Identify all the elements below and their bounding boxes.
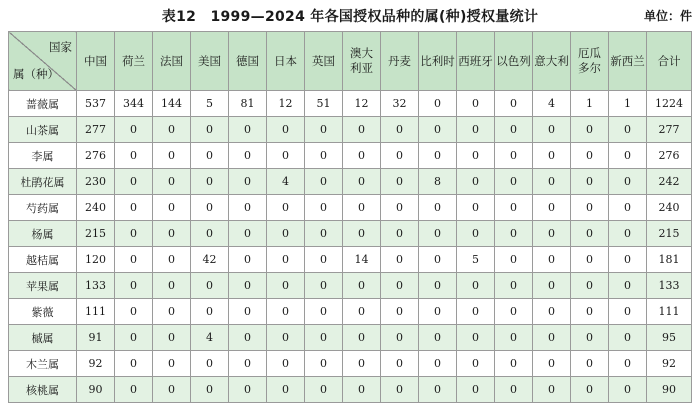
value-cell: 0: [495, 143, 533, 169]
value-cell: 0: [115, 377, 153, 403]
genus-cell: 木兰属: [9, 351, 77, 377]
value-cell: 240: [77, 195, 115, 221]
value-cell: 0: [495, 351, 533, 377]
value-cell: 0: [533, 117, 571, 143]
value-cell: 14: [343, 247, 381, 273]
total-cell: 277: [647, 117, 692, 143]
genus-cell: 山茶属: [9, 117, 77, 143]
value-cell: 0: [153, 377, 191, 403]
value-cell: 0: [267, 273, 305, 299]
value-cell: 276: [77, 143, 115, 169]
value-cell: 0: [305, 169, 343, 195]
value-cell: 0: [229, 117, 267, 143]
genus-cell: 核桃属: [9, 377, 77, 403]
value-cell: 0: [609, 273, 647, 299]
value-cell: 4: [533, 91, 571, 117]
value-cell: 91: [77, 325, 115, 351]
table-row: [9, 195, 692, 221]
value-cell: 0: [495, 325, 533, 351]
value-cell: 0: [419, 299, 457, 325]
value-cell: 0: [153, 351, 191, 377]
value-cell: 92: [77, 351, 115, 377]
value-cell: 0: [229, 273, 267, 299]
value-cell: 0: [571, 273, 609, 299]
value-cell: 4: [191, 325, 229, 351]
value-cell: 0: [609, 117, 647, 143]
value-cell: 0: [381, 351, 419, 377]
table-row: [9, 91, 692, 117]
value-cell: 32: [381, 91, 419, 117]
genus-cell: 槭属: [9, 325, 77, 351]
value-cell: 0: [305, 221, 343, 247]
value-cell: 133: [77, 273, 115, 299]
genus-cell: 越桔属: [9, 247, 77, 273]
table-row: [9, 325, 692, 351]
value-cell: 0: [533, 299, 571, 325]
column-header-israel: 以色列: [495, 32, 533, 91]
genus-cell: 杜鹃花属: [9, 169, 77, 195]
value-cell: 0: [571, 351, 609, 377]
table-body: [9, 91, 692, 403]
value-cell: 0: [495, 169, 533, 195]
value-cell: 0: [419, 325, 457, 351]
value-cell: 0: [343, 117, 381, 143]
value-cell: 0: [457, 273, 495, 299]
value-cell: 0: [419, 221, 457, 247]
value-cell: 0: [609, 325, 647, 351]
genus-cell: 紫薇: [9, 299, 77, 325]
value-cell: 0: [495, 195, 533, 221]
value-cell: 0: [533, 377, 571, 403]
value-cell: 0: [571, 325, 609, 351]
value-cell: 0: [191, 195, 229, 221]
total-cell: 276: [647, 143, 692, 169]
value-cell: 0: [609, 143, 647, 169]
value-cell: 0: [267, 299, 305, 325]
genus-cell: 杨属: [9, 221, 77, 247]
table-row: [9, 247, 692, 273]
total-cell: 1224: [647, 91, 692, 117]
value-cell: 0: [533, 351, 571, 377]
value-cell: 4: [267, 169, 305, 195]
value-cell: 0: [153, 221, 191, 247]
value-cell: 90: [77, 377, 115, 403]
value-cell: 0: [153, 299, 191, 325]
table-row: [9, 143, 692, 169]
value-cell: 0: [419, 273, 457, 299]
value-cell: 0: [115, 351, 153, 377]
value-cell: 1: [571, 91, 609, 117]
value-cell: 0: [495, 273, 533, 299]
value-cell: 0: [229, 195, 267, 221]
value-cell: 0: [457, 195, 495, 221]
value-cell: 0: [381, 143, 419, 169]
corner-genus-label: 属（种）: [13, 67, 59, 81]
value-cell: 0: [609, 299, 647, 325]
value-cell: 0: [267, 247, 305, 273]
column-header-usa: 美国: [191, 32, 229, 91]
table-row: [9, 221, 692, 247]
unit-label: 单位：件: [643, 9, 692, 23]
value-cell: 0: [571, 247, 609, 273]
value-cell: 0: [381, 273, 419, 299]
value-cell: 111: [77, 299, 115, 325]
value-cell: 0: [419, 247, 457, 273]
value-cell: 0: [571, 299, 609, 325]
value-cell: 0: [495, 91, 533, 117]
value-cell: 0: [191, 221, 229, 247]
value-cell: 0: [457, 91, 495, 117]
value-cell: 51: [305, 91, 343, 117]
value-cell: 0: [191, 351, 229, 377]
value-cell: 0: [305, 195, 343, 221]
column-header-france: 法国: [153, 32, 191, 91]
value-cell: 0: [191, 169, 229, 195]
value-cell: 0: [153, 169, 191, 195]
value-cell: 0: [419, 377, 457, 403]
value-cell: 344: [115, 91, 153, 117]
value-cell: 0: [267, 143, 305, 169]
value-cell: 0: [229, 221, 267, 247]
value-cell: 8: [419, 169, 457, 195]
value-cell: 0: [609, 221, 647, 247]
value-cell: 12: [343, 91, 381, 117]
total-cell: 92: [647, 351, 692, 377]
table-row: [9, 351, 692, 377]
value-cell: 0: [343, 377, 381, 403]
value-cell: 0: [115, 169, 153, 195]
value-cell: 0: [343, 195, 381, 221]
value-cell: 0: [267, 377, 305, 403]
value-cell: 1: [609, 91, 647, 117]
value-cell: 0: [115, 273, 153, 299]
total-cell: 215: [647, 221, 692, 247]
total-cell: 240: [647, 195, 692, 221]
value-cell: 120: [77, 247, 115, 273]
value-cell: 0: [419, 143, 457, 169]
value-cell: 0: [457, 221, 495, 247]
value-cell: 0: [533, 169, 571, 195]
value-cell: 0: [115, 195, 153, 221]
total-cell: 90: [647, 377, 692, 403]
value-cell: 0: [457, 299, 495, 325]
value-cell: 0: [191, 299, 229, 325]
value-cell: 144: [153, 91, 191, 117]
column-header-spain: 西班牙: [457, 32, 495, 91]
value-cell: 0: [229, 325, 267, 351]
table-title: 表12 1999—2024 年各国授权品种的属(种)授权量统计: [161, 9, 539, 25]
value-cell: 0: [191, 273, 229, 299]
value-cell: 0: [495, 247, 533, 273]
total-cell: 111: [647, 299, 692, 325]
table-row: [9, 377, 692, 403]
table-row: [9, 273, 692, 299]
data-table: [8, 31, 692, 403]
table-row: [9, 299, 692, 325]
value-cell: 0: [267, 117, 305, 143]
total-cell: 181: [647, 247, 692, 273]
value-cell: 0: [533, 143, 571, 169]
table-row: [9, 117, 692, 143]
value-cell: 0: [609, 377, 647, 403]
genus-cell: 芍药属: [9, 195, 77, 221]
value-cell: 277: [77, 117, 115, 143]
value-cell: 0: [305, 351, 343, 377]
value-cell: 0: [153, 195, 191, 221]
value-cell: 0: [571, 169, 609, 195]
value-cell: 81: [229, 91, 267, 117]
value-cell: 0: [153, 273, 191, 299]
header-row: [9, 32, 692, 91]
value-cell: 0: [115, 143, 153, 169]
value-cell: 0: [229, 247, 267, 273]
value-cell: 0: [533, 221, 571, 247]
value-cell: 0: [381, 117, 419, 143]
column-header-total: 合计: [647, 32, 692, 91]
value-cell: 0: [381, 195, 419, 221]
total-cell: 95: [647, 325, 692, 351]
genus-cell: 蔷薇属: [9, 91, 77, 117]
column-header-australia: 澳大 利亚: [343, 32, 381, 91]
value-cell: 230: [77, 169, 115, 195]
table-row: [9, 169, 692, 195]
value-cell: 0: [305, 377, 343, 403]
value-cell: 0: [609, 351, 647, 377]
value-cell: 0: [115, 325, 153, 351]
column-header-netherlands: 荷兰: [115, 32, 153, 91]
value-cell: 0: [305, 273, 343, 299]
corner-header-cell: [9, 32, 77, 91]
column-header-china: 中国: [77, 32, 115, 91]
value-cell: 0: [381, 221, 419, 247]
column-header-uk: 英国: [305, 32, 343, 91]
column-header-belgium: 比利时: [419, 32, 457, 91]
value-cell: 0: [229, 299, 267, 325]
value-cell: 0: [191, 143, 229, 169]
value-cell: 0: [343, 325, 381, 351]
value-cell: 0: [229, 377, 267, 403]
column-header-italy: 意大利: [533, 32, 571, 91]
value-cell: 0: [419, 195, 457, 221]
value-cell: 0: [267, 325, 305, 351]
value-cell: 0: [381, 377, 419, 403]
value-cell: 0: [343, 351, 381, 377]
value-cell: 0: [115, 299, 153, 325]
table-caption: [0, 0, 700, 30]
value-cell: 0: [533, 195, 571, 221]
value-cell: 0: [191, 117, 229, 143]
value-cell: 0: [457, 377, 495, 403]
value-cell: 5: [457, 247, 495, 273]
value-cell: 0: [343, 273, 381, 299]
value-cell: 0: [381, 325, 419, 351]
value-cell: 0: [343, 221, 381, 247]
column-header-germany: 德国: [229, 32, 267, 91]
value-cell: 0: [495, 299, 533, 325]
total-cell: 242: [647, 169, 692, 195]
column-header-japan: 日本: [267, 32, 305, 91]
value-cell: 0: [533, 273, 571, 299]
column-header-ecuador: 厄瓜 多尔: [571, 32, 609, 91]
value-cell: 0: [571, 143, 609, 169]
value-cell: 0: [495, 117, 533, 143]
value-cell: 0: [457, 169, 495, 195]
value-cell: 0: [571, 377, 609, 403]
value-cell: 0: [305, 117, 343, 143]
value-cell: 0: [609, 195, 647, 221]
value-cell: 0: [609, 247, 647, 273]
value-cell: 215: [77, 221, 115, 247]
value-cell: 0: [153, 325, 191, 351]
value-cell: 0: [343, 299, 381, 325]
value-cell: 0: [457, 117, 495, 143]
value-cell: 0: [381, 299, 419, 325]
value-cell: 0: [229, 351, 267, 377]
genus-cell: 李属: [9, 143, 77, 169]
value-cell: 42: [191, 247, 229, 273]
value-cell: 0: [571, 117, 609, 143]
value-cell: 0: [267, 351, 305, 377]
value-cell: 0: [457, 143, 495, 169]
value-cell: 0: [457, 325, 495, 351]
value-cell: 0: [305, 299, 343, 325]
value-cell: 0: [267, 221, 305, 247]
value-cell: 0: [381, 169, 419, 195]
value-cell: 0: [229, 169, 267, 195]
column-header-new-zealand: 新西兰: [609, 32, 647, 91]
value-cell: 0: [115, 221, 153, 247]
value-cell: 0: [343, 169, 381, 195]
genus-cell: 苹果属: [9, 273, 77, 299]
value-cell: 0: [153, 143, 191, 169]
value-cell: 0: [571, 221, 609, 247]
value-cell: 0: [419, 91, 457, 117]
value-cell: 0: [381, 247, 419, 273]
value-cell: 0: [419, 117, 457, 143]
value-cell: 0: [115, 117, 153, 143]
value-cell: 0: [115, 247, 153, 273]
value-cell: 0: [229, 143, 267, 169]
value-cell: 0: [267, 195, 305, 221]
value-cell: 0: [495, 221, 533, 247]
corner-country-label: 国家: [49, 40, 72, 54]
value-cell: 0: [191, 377, 229, 403]
value-cell: 0: [153, 117, 191, 143]
value-cell: 0: [343, 143, 381, 169]
value-cell: 0: [305, 143, 343, 169]
value-cell: 0: [495, 377, 533, 403]
value-cell: 0: [419, 351, 457, 377]
value-cell: 0: [533, 247, 571, 273]
value-cell: 5: [191, 91, 229, 117]
value-cell: 537: [77, 91, 115, 117]
value-cell: 0: [571, 195, 609, 221]
value-cell: 0: [153, 247, 191, 273]
value-cell: 0: [457, 351, 495, 377]
value-cell: 0: [305, 247, 343, 273]
value-cell: 0: [305, 325, 343, 351]
value-cell: 12: [267, 91, 305, 117]
value-cell: 0: [609, 169, 647, 195]
total-cell: 133: [647, 273, 692, 299]
value-cell: 0: [533, 325, 571, 351]
column-header-denmark: 丹麦: [381, 32, 419, 91]
